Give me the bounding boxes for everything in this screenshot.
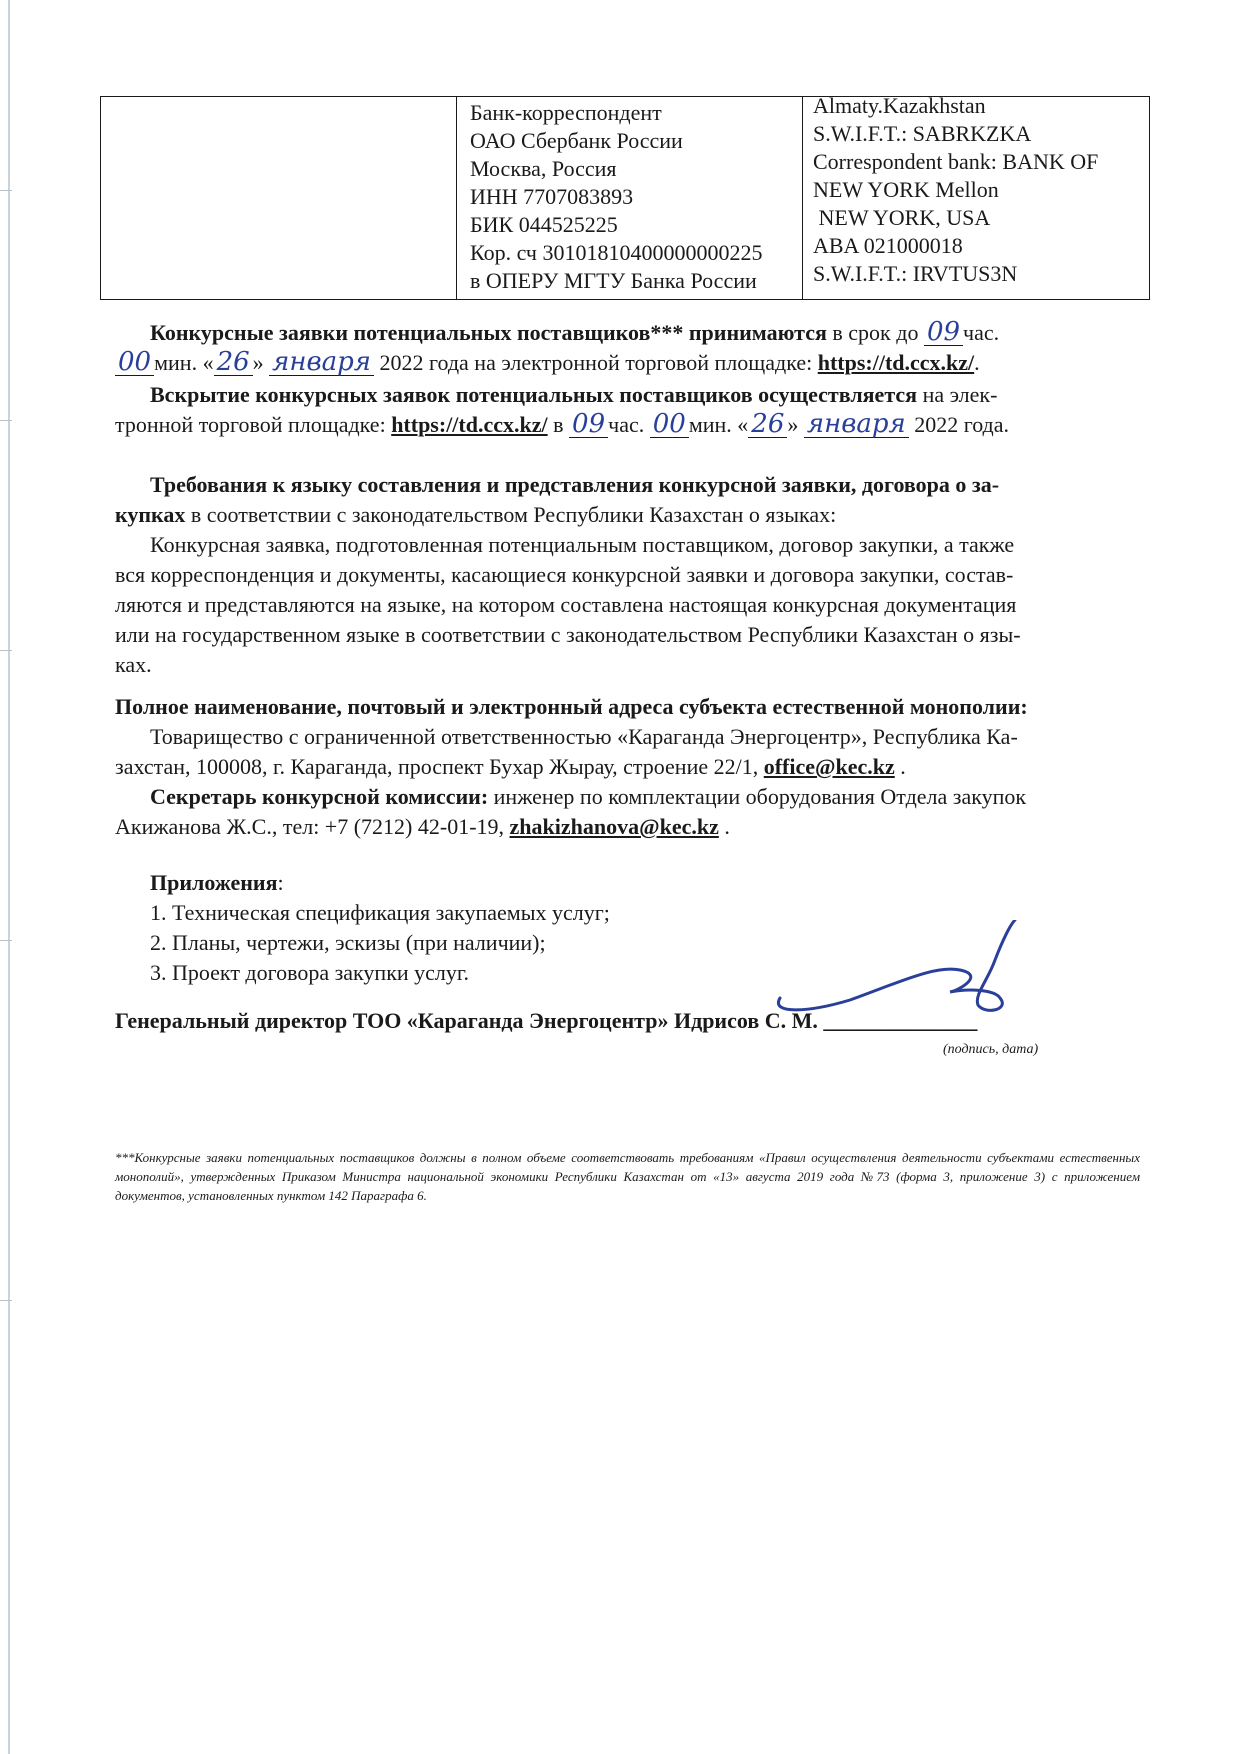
handwritten-hour: 09 [569,411,608,438]
language-body-line: Конкурсная заявка, подготовленная потенциальным поставщиком, договор закупки, а также [150,532,1015,557]
hour-word: час. [608,412,645,437]
secretary-contact: Акижанова Ж.С., тел: +7 (7212) 42-01-19, [115,814,510,839]
bank-line: Москва, Россия [470,156,617,181]
language-body-line: вся корреспонденция и документы, касающиеся конкурсной заявки и договора закупки, состав- [115,562,1014,587]
signature-blank: ______________ [823,1008,978,1033]
entity-heading: Полное наименование, почтовый и электронный адреса субъекта естественной монополии: [115,694,1028,719]
minute-word: мин. « [688,412,749,437]
language-paragraph [115,470,1145,680]
secretary-line-end: . [718,814,730,839]
handwritten-month: января [804,411,909,438]
submission-text: в срок до [826,320,924,345]
year-text: 2022 года на электронной торговой площадке: [374,350,818,375]
bank-line: Correspondent bank: BANK OF [813,149,1099,174]
signatory-line [115,1006,1155,1036]
bank-line: в ОПЕРУ МГТУ Банка России [470,268,757,293]
bank-table-correspondent-cell [457,97,803,300]
submission-bold: Конкурсные заявки потенциальных поставщиков*** принимаются [150,320,827,345]
bank-table-empty-cell [101,97,457,300]
submission-paragraph [115,318,1145,378]
entity-paragraph [115,692,1145,842]
entity-line-end: . [894,754,906,779]
signature-caption: (подпись, дата) [943,1042,1039,1057]
scan-tick [0,1300,12,1301]
language-heading-end: купках [115,502,186,527]
bank-line: Almaty.Kazakhstan [813,93,986,118]
secretary-email-link[interactable]: zhakizhanova@kec.kz [509,814,719,839]
secretary-role: инженер по комплектации оборудования Отдела закупок [488,784,1027,809]
handwritten-hour: 09 [924,319,963,346]
appendix-item: 2. Планы, чертежи, эскизы (при наличии); [150,930,546,955]
bank-line: БИК 044525225 [470,212,618,237]
hour-word: час. [963,320,1000,345]
bank-table-swift-cell [803,93,1150,300]
signatory-text: Генеральный директор ТОО «Караганда Энергоцентр» Идрисов С. М. [115,1008,824,1033]
platform-link[interactable]: https://td.ccx.kz/ [391,412,548,437]
opening-paragraph [115,380,1145,440]
appendix-item: 3. Проект договора закупки услуг. [150,960,469,985]
bank-line: Кор. сч 30101810400000000225 [470,240,763,265]
bank-line: Банк-корреспондент [470,100,662,125]
bank-line: S.W.I.F.T.: IRVTUS3N [813,261,1018,286]
bank-line: NEW YORK Mellon [813,177,999,202]
day-close: » [252,350,264,375]
handwritten-minute: 00 [115,349,154,376]
bank-line: ABA 021000018 [813,233,963,258]
language-body-line: или на государственном языке в соответствии с законодательством Республики Казахстан о язы- [115,622,1021,647]
appendix-item: 1. Техническая спецификация закупаемых услуг; [150,900,610,925]
language-body-line: ляются и представляются на языке, на котором составлена настоящая конкурсная документация [115,592,1017,617]
entity-address: захстан, 100008, г. Караганда, проспект Бухар Жырау, строение 22/1, [115,754,764,779]
sentence-end: . [974,350,980,375]
scan-tick [0,420,12,421]
appendices-colon: : [277,870,284,895]
handwritten-day: 26 [748,411,787,438]
language-heading: Требования к языку составления и представления конкурсной заявки, договора о за- [150,472,1000,497]
scan-edge-line [8,0,10,1754]
secretary-label: Секретарь конкурсной комиссии: [150,784,489,809]
opening-rest: на элек- [917,382,998,407]
day-close: » [787,412,799,437]
language-heading-rest: в соответствии с законодательством Республики Казахстан о языках: [185,502,837,527]
handwritten-minute: 00 [650,411,689,438]
entity-line: Товарищество с ограниченной ответственностью «Караганда Энергоцентр», Республика Ка- [150,724,1018,749]
bank-line: S.W.I.F.T.: SABRKZKA [813,121,1032,146]
minute-word: мин. « [154,350,214,375]
bank-details-table [100,93,1150,300]
footnote: ***Конкурсные заявки потенциальных поставщиков должны в полном объеме соответствовать требованиям «Правил осуществления деятельности субъектами естественных монополий», утвержденных Приказом Министра национальной экономики Республики Казахстан от «13» августа 2019 года №73 (форма 3, приложение 3) с приложением документов, установленных пунктом 142 Параграфа 6. [115,1150,1140,1203]
bank-line: ОАО Сбербанк России [470,128,683,153]
language-body-line: ках. [115,652,152,677]
entity-email-link[interactable]: office@kec.kz [763,754,895,779]
scan-tick [0,650,12,651]
opening-line2: тронной торговой площадке: [115,412,392,437]
year-text: 2022 года. [908,412,1010,437]
handwritten-month: января [269,349,374,376]
platform-link[interactable]: https://td.ccx.kz/ [817,350,975,375]
signature-stroke [778,920,1015,1010]
opening-at: в [547,412,570,437]
bank-line: NEW YORK, USA [813,205,991,230]
scan-tick [0,940,12,941]
scan-tick [0,190,12,191]
handwritten-day: 26 [214,349,253,376]
opening-bold: Вскрытие конкурсных заявок потенциальных поставщиков осуществляется [150,382,918,407]
bank-line: ИНН 7707083893 [470,184,634,209]
appendices-heading: Приложения [150,870,278,895]
